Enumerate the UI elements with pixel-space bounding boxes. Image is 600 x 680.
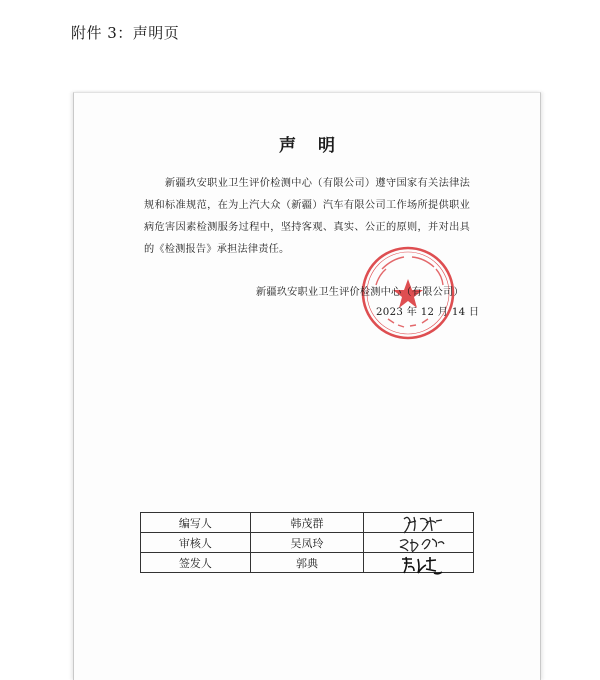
signature-date: 2023 年 12 月 14 日 — [376, 307, 480, 318]
name-cell: 韩茂群 — [250, 513, 364, 533]
attachment-title: 附件 3：声明页 — [71, 24, 180, 42]
signature-organization: 新疆玖安职业卫生评价检测中心（有限公司） — [256, 287, 464, 298]
role-cell: 编写人 — [141, 513, 251, 533]
table-row — [141, 533, 474, 553]
handwritten-signature-cell — [364, 533, 474, 553]
name-cell: 吴凤玲 — [250, 533, 364, 553]
statement-paragraph: 新疆玖安职业卫生评价检测中心（有限公司）遵守国家有关法律法规和标准规范，在为上汽大众（新疆）汽车有限公司工作场所提供职业病危害因素检测服务过程中，坚持客观、真实、公正的原则，并对出具的《检测报告》承担法律责任。 — [144, 178, 470, 255]
handwritten-signature-cell — [364, 513, 474, 533]
document-title: 声明 — [279, 136, 357, 156]
table-row — [141, 513, 474, 533]
handwritten-signature-icon — [364, 553, 474, 575]
signature-table — [140, 512, 474, 573]
handwritten-signature-cell — [364, 553, 474, 573]
role-cell: 审核人 — [141, 533, 251, 553]
role-cell: 签发人 — [141, 553, 251, 573]
declaration-page — [73, 92, 541, 680]
name-cell: 郭典 — [250, 553, 364, 573]
table-row — [141, 553, 474, 573]
